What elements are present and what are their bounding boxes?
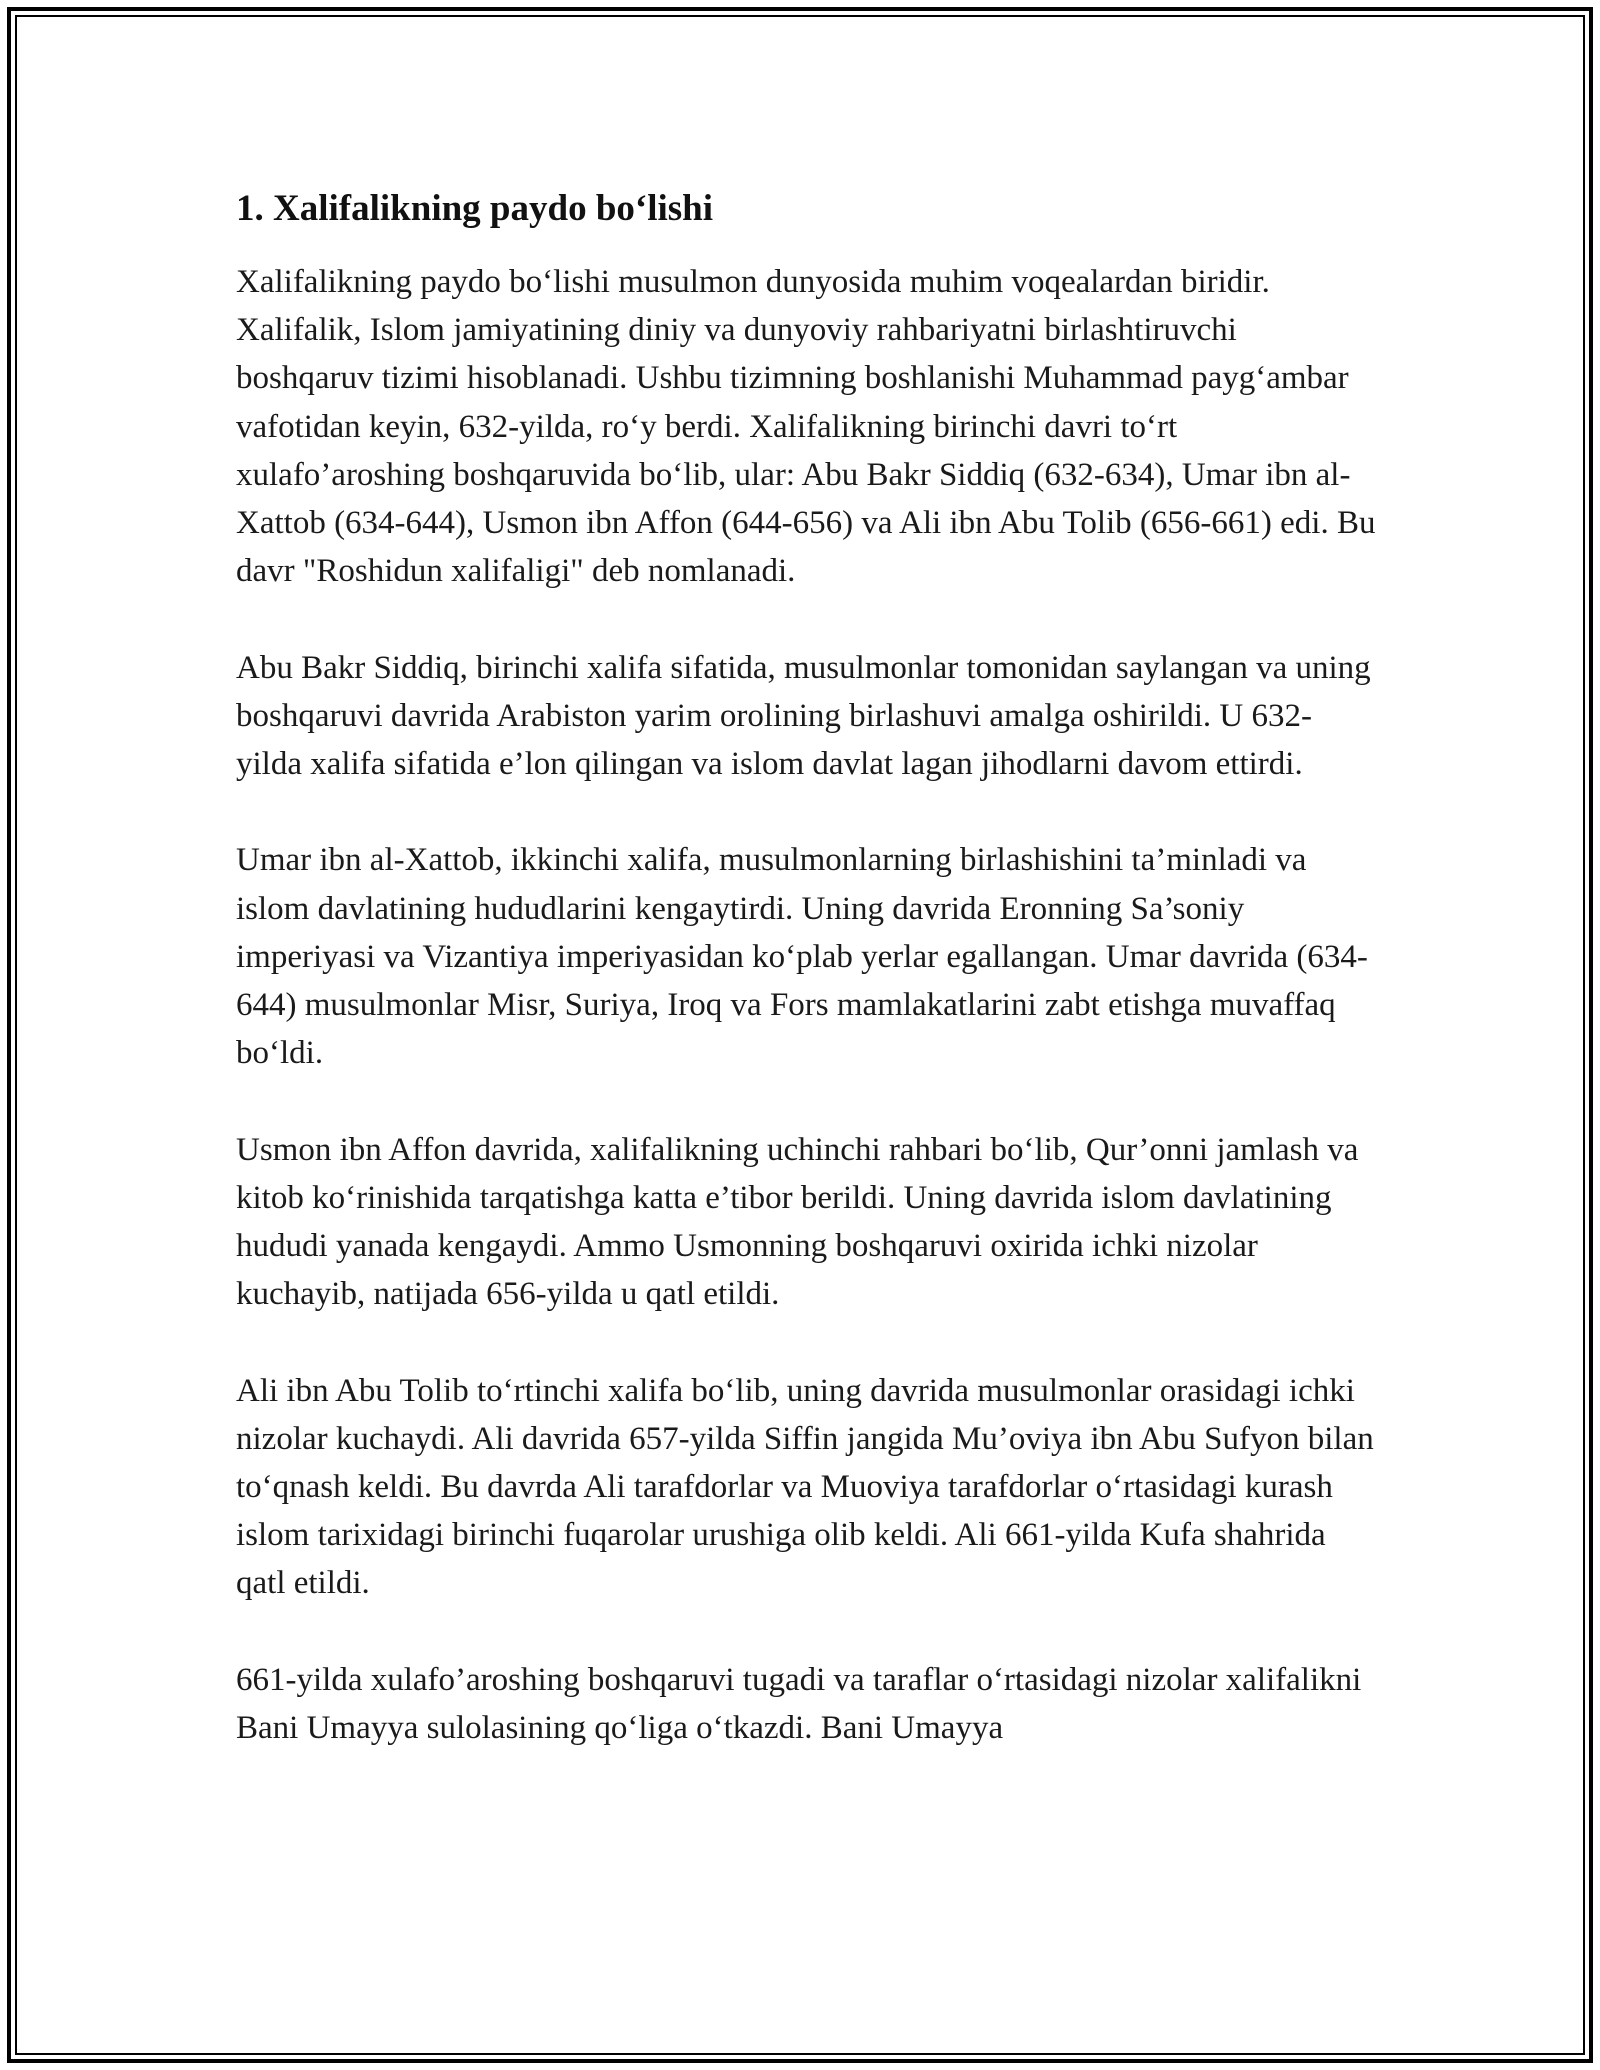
paragraph-umar: Umar ibn al-Xattob, ikkinchi xalifa, musulmonlarning birlashishini ta’minladi va islom davlatining hududlarini kengaytirdi. Uning davrida Eronning Sa’soniy imperiyasi va Vizantiya imperiyasidan ko‘plab yerlar egallangan. Umar davrida (634-644) musulmonlar Misr, Suriya, Iroq va Fors mamlakatlarini zabt etishga muvaffaq bo‘ldi. (236, 842, 1368, 1072)
paragraph-ali: Ali ibn Abu Tolib to‘rtinchi xalifa bo‘lib, uning davrida musulmonlar orasidagi ichki nizolar kuchaydi. Ali davrida 657-yilda Siffin jangida Mu’oviya ibn Abu Sufyon bilan to‘qnash keldi. Bu davrda Ali tarafdorlar va Muoviya tarafdorlar o‘rtasidagi kurash islom tarixidagi birinchi fuqarolar urushiga olib keldi. Ali 661-yilda Kufa shahrida qatl etildi. (236, 1372, 1374, 1602)
document-body (236, 186, 1376, 1800)
paragraph-usmon: Usmon ibn Affon davrida, xalifalikning uchinchi rahbari bo‘lib, Qur’onni jamlash va kitob ko‘rinishida tarqatishga katta e’tibor berildi. Uning davrida islom davlatining hududi yanada kengaydi. Ammo Usmonning boshqaruvi oxirida ichki nizolar kuchayib, natijada 656-yilda u qatl etildi. (236, 1131, 1359, 1313)
paragraph-origin: Xalifalikning paydo bo‘lishi musulmon dunyosida muhim voqealardan biridir. Xalifalik, Islom jamiyatining diniy va dunyoviy rahbariyatni birlashtiruvchi boshqaruv tizimi hisoblanadi. Ushbu tizimning boshlanishi Muhammad payg‘ambar vafotidan keyin, 632-yilda, ro‘y berdi. Xalifalikning birinchi davri to‘rt xulafo’aroshing boshqaruvida bo‘lib, ular: Abu Bakr Siddiq (632-634), Umar ibn al-Xattob (634-644), Usmon ibn Affon (644-656) va Ali ibn Abu Tolib (656-661) edi. Bu davr "Roshidun xalifaligi" deb nomlanadi. (236, 264, 1376, 590)
paragraph-abu-bakr: Abu Bakr Siddiq, birinchi xalifa sifatida, musulmonlar tomonidan saylangan va uning boshqaruvi davrida Arabiston yarim orolining birlashuvi amalga oshirildi. U 632-yilda xalifa sifatida e’lon qilingan va islom davlat lagan jihodlarni davom ettirdi. (236, 649, 1371, 783)
paragraph-umayyad: 661-yilda xulafo’aroshing boshqaruvi tugadi va taraflar o‘rtasidagi nizolar xalifalikni Bani Umayya sulolasining qo‘liga o‘tkazdi. Bani Umayya (236, 1661, 1362, 1747)
section-heading: 1. Xalifalikning paydo bo‘lishi (236, 188, 714, 229)
